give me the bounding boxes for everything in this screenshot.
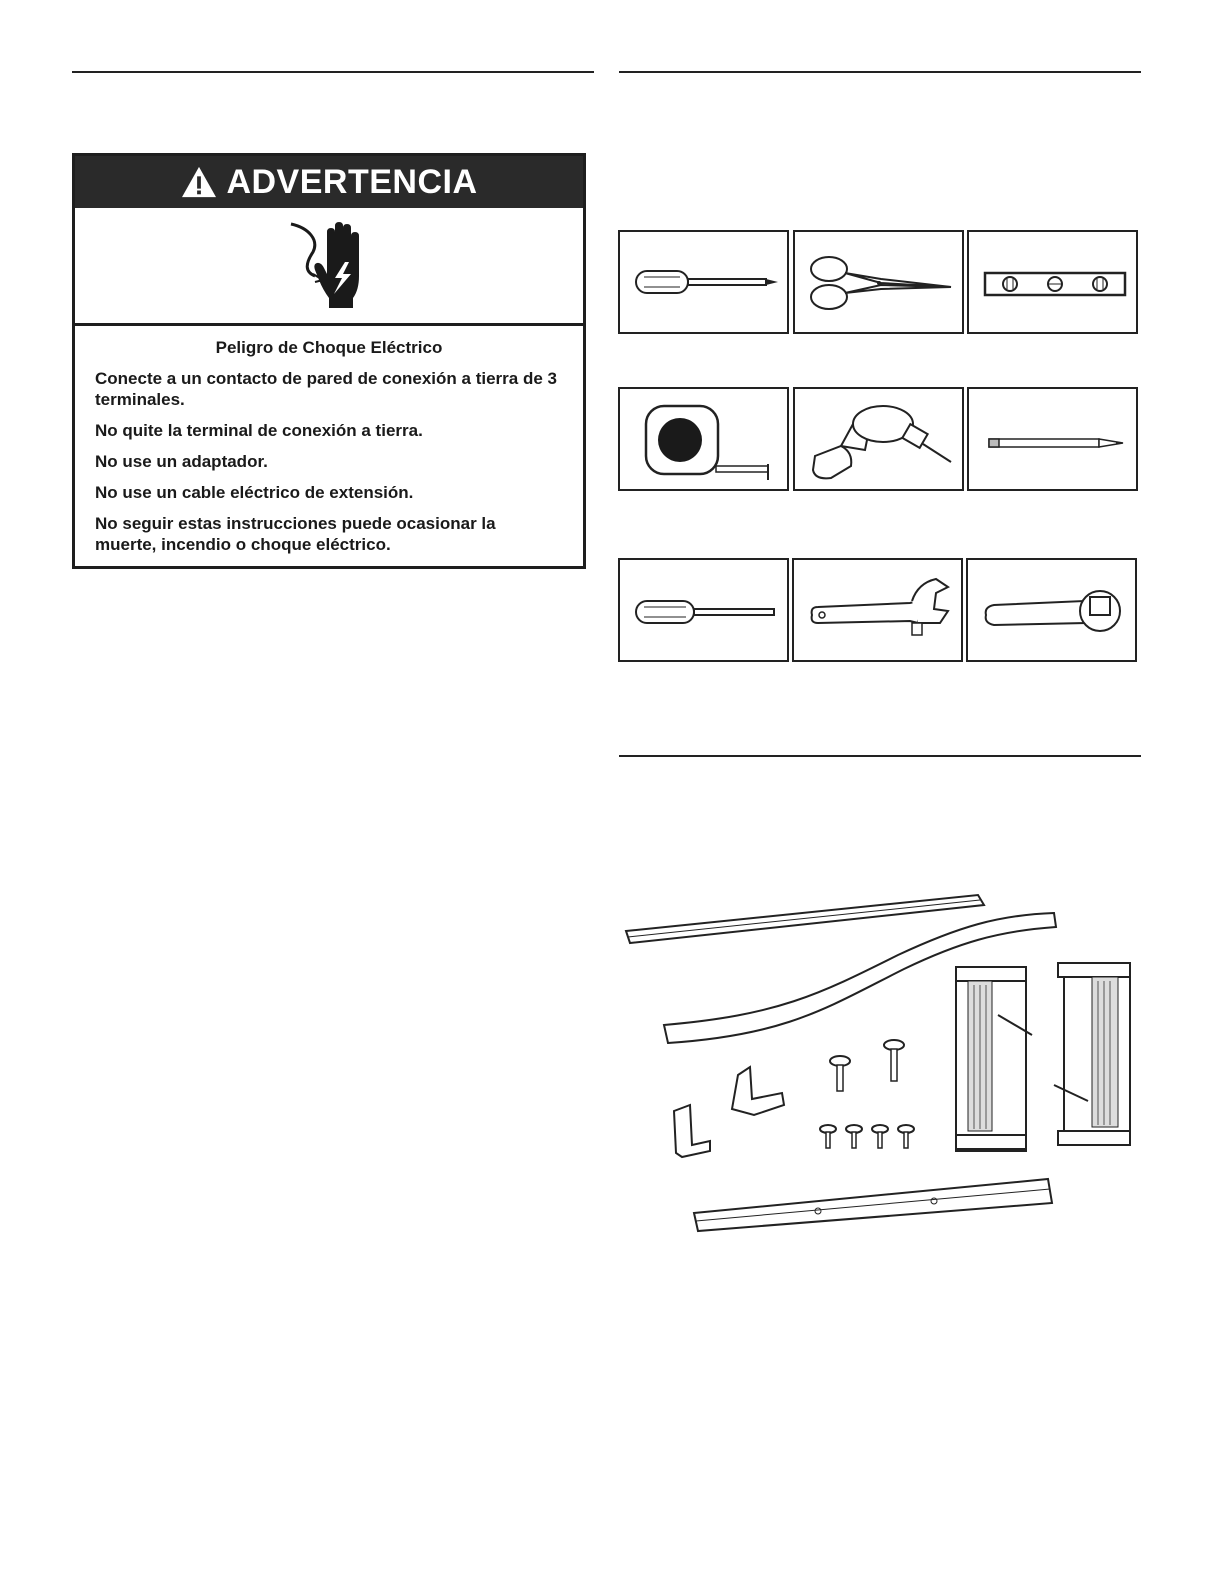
scissors-icon [793,230,964,334]
side-curtain-right-icon [1054,963,1130,1145]
warning-line: No quite la terminal de conexión a tierra. [95,421,423,440]
flat-screwdriver-icon [618,558,789,662]
warning-line: No seguir estas instrucciones puede ocasionar la muerte, incendio o choque eléctrico. [95,514,496,554]
installation-parts-illustration [618,885,1148,1245]
warning-heading: Peligro de Choque Eléctrico [215,338,443,357]
screw-icon [820,1040,914,1148]
warning-box [72,153,586,569]
warning-line: No use un adaptador. [95,452,268,471]
right-section-rule-middle [619,755,1141,757]
tape-measure-icon [618,387,789,491]
warning-body [75,326,583,555]
socket-wrench-icon [966,558,1137,662]
right-section-rule-top [619,71,1141,73]
pencil-icon [967,387,1138,491]
warning-title: ADVERTENCIA [226,162,478,201]
left-section-rule [72,71,594,73]
side-curtain-left-icon [956,967,1032,1151]
drill-icon [793,387,964,491]
electric-shock-hand-icon [75,208,583,326]
adjustable-wrench-icon [792,558,963,662]
top-channel-icon [626,895,984,943]
sill-rail-icon [694,1179,1052,1231]
warning-triangle-icon [180,165,218,199]
level-icon [967,230,1138,334]
warning-header [75,156,583,208]
phillips-screwdriver-icon [618,230,789,334]
warning-line: No use un cable eléctrico de extensión. [95,483,414,502]
warning-line: Conecte a un contacto de pared de conexión a tierra de 3 terminales. [95,369,557,409]
bracket-icon [674,1067,784,1157]
